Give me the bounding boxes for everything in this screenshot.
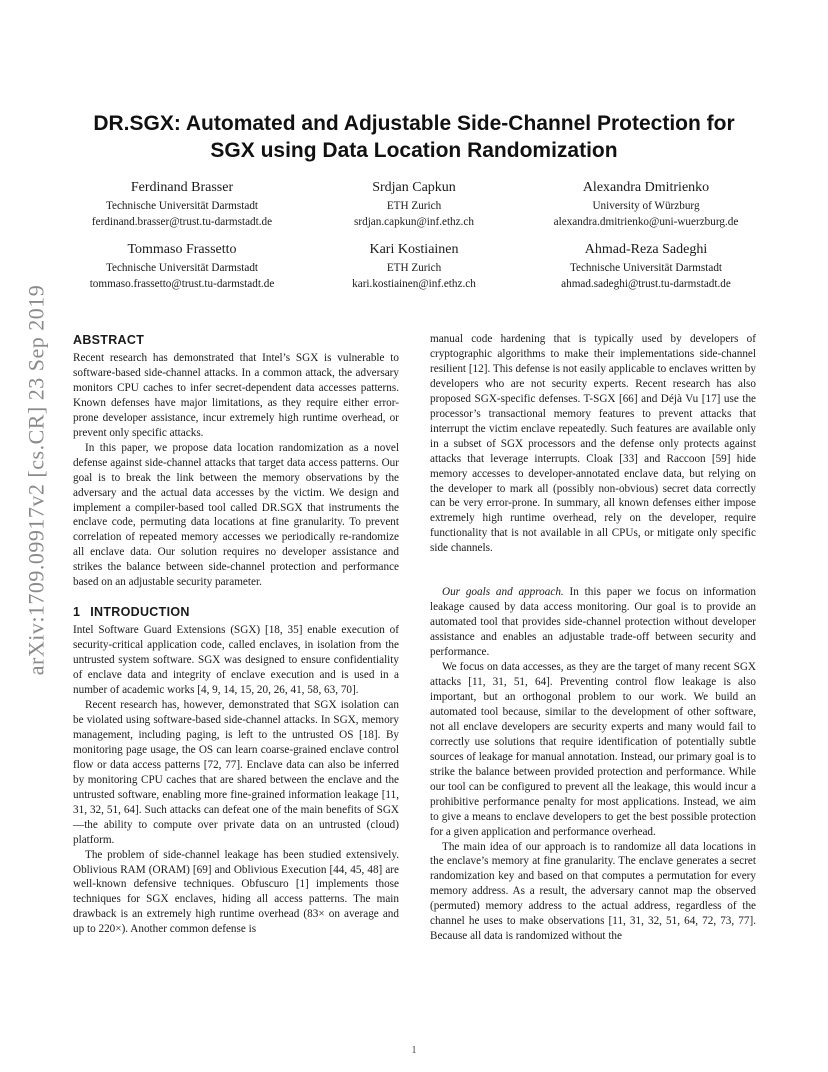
paragraph-text: In this paper we focus on information leakage caused by data access monitoring. Our goal is to provide an automated tool that provides side-channel protection without developer assistance and enables an adjustable trade-off between security and performance.: [430, 586, 756, 659]
left-column: [73, 332, 399, 937]
author-affiliation: ETH Zurich: [386, 262, 442, 274]
author-email: srdjan.capkun@inf.ethz.ch: [354, 215, 474, 228]
body-paragraph: manual code hardening that is typically used by developers of cryptographic algorithms to make their implementations side-channel resilient [12]. This defense is not easily applicable to enclaves written by developers who are not security experts. Recent research has also proposed SGX-specific defenses. T-SGX [66] and Déjà Vu [17] use the processor’s transactional memory features to prevent attacks that interrupt the victim enclave repeatedly. Such features are available only in a subset of SGX processors and the defense only protects against attacks that leverage interrupts. Cloak [33] and Raccoon [59] hide memory accesses to developer-annotated enclave data, but relying on the developer to mark all (possibly non-obvious) secret data correctly can be very error-prone. In summary, all known defenses either impose extremely high runtime overhead, rely on the developer, require functionality that is not available in all CPUs, or mitigate only specific side channels.: [430, 333, 756, 555]
body-paragraph: We focus on data accesses, as they are the target of many recent SGX attacks [11, 31, 51, 64]. Preventing control flow leakage is also important, but an orthogonal problem to our work. We build an automated tool because, similar to the development of other software, not all enclave developers are security experts and many would fail to correctly use solutions that require identification of potentially subtle sources of leakage for manual annotation. Instead, our primary goal is to strike the balance between provided protection and performance. While our tool can be configured to prevent all the leakage, this would incur a prohibitive performance penalty for most applications. Instead, we aim to give a means to enclave developers to get the best possible protection for a given application and performance overhead.: [430, 661, 756, 838]
author-2: [304, 178, 524, 230]
arxiv-identifier: arXiv:1709.09917v2 [cs.CR] 23 Sep 2019: [23, 284, 48, 676]
author-4: [72, 240, 292, 292]
paragraph-heading: Our goals and approach.: [442, 586, 564, 599]
abstract-paragraph: Recent research has demonstrated that Intel’s SGX is vulnerable to software-based side-channel attacks. In a common attack, the adversary monitors CPU caches to infer secret-dependent data accesses patterns. Known defenses have major limitations, as they require either error-prone developer assistance, incur extremely high runtime overhead, or prevent only specific attacks.: [73, 352, 399, 439]
author-3: [536, 178, 756, 230]
section-heading-introduction: [73, 604, 399, 620]
author-affiliation: Technische Universität Darmstadt: [569, 262, 723, 274]
author-name: Kari Kostiainen: [369, 242, 459, 257]
intro-paragraph: Intel Software Guard Extensions (SGX) [18, 35] enable execution of security-critical application code, called enclaves, in isolation from the untrusted system software. SGX was designed to ensure confidentiality of enclave data and integrity of enclave execution and is used in a number of academic works [4, 9, 14, 15, 20, 26, 41, 58, 63, 70].: [73, 624, 399, 697]
paper-title: DR.SGX: Automated and Adjustable Side-Channel Protection for SGX using Data Location Randomization: [93, 112, 735, 162]
intro-paragraph: The problem of side-channel leakage has been studied extensively. Oblivious RAM (ORAM) [69] and Oblivious Execution [44, 45, 48] are well-known defensive techniques. Obfuscuro [1] implements those techniques for SGX enclaves, hiding all access patterns. The main drawback is an extremely high runtime overhead (83× on average and up to 220×). Another common defense is: [73, 848, 399, 936]
author-6: [536, 240, 756, 292]
author-affiliation: ETH Zurich: [386, 200, 442, 212]
author-block: [72, 178, 756, 302]
intro-paragraph: Recent research has, however, demonstrated that SGX isolation can be violated using software-based side-channel attacks. In SGX, memory management, including paging, is left to the untrusted OS [18]. By monitoring page usage, the OS can learn coarse-grained enclave control flow or data access patterns [72, 77]. Enclave data can also be inferred by monitoring CPU caches that are shared between the enclave and the untrusted software, enabling more fine-grained information leakage [11, 31, 32, 51, 64]. Such attacks can defeat one of the main benefits of SGX—the ability to compute over private data on an untrusted (cloud) platform.: [73, 699, 399, 846]
author-email: ferdinand.brasser@trust.tu-darmstadt.de: [91, 215, 273, 228]
author-affiliation: Technische Universität Darmstadt: [105, 262, 259, 274]
goals-paragraph: [430, 585, 756, 660]
paragraph-gap: [430, 556, 756, 585]
author-email: kari.kostiainen@inf.ethz.ch: [352, 277, 476, 290]
author-name: Ferdinand Brasser: [130, 180, 234, 195]
author-name: Alexandra Dmitrienko: [582, 180, 710, 195]
author-name: Ahmad-Reza Sadeghi: [584, 242, 708, 257]
body-paragraph: The main idea of our approach is to randomize all data locations in the enclave’s memory at fine granularity. The enclave generates a secret randomization key and based on that computes a permutation for every memory address. As a result, the adversary cannot map the observed (permuted) memory address to the actual address, regardless of the channel he uses to make observations [11, 31, 32, 51, 64, 72, 73, 77]. Because all data is randomized without the: [430, 840, 756, 943]
section-title: INTRODUCTION: [90, 605, 190, 620]
section-number: 1: [73, 605, 81, 620]
author-affiliation: University of Würzburg: [592, 200, 700, 212]
right-column: [430, 332, 756, 944]
page-number: 1: [411, 1045, 417, 1056]
author-name: Tommaso Frassetto: [127, 242, 237, 257]
author-email: ahmad.sadeghi@trust.tu-darmstadt.de: [561, 277, 731, 290]
author-affiliation: Technische Universität Darmstadt: [105, 200, 259, 212]
author-name: Srdjan Capkun: [372, 180, 456, 195]
author-5: [304, 240, 524, 292]
abstract-paragraph: In this paper, we propose data location randomization as a novel defense against side-channel attacks that target data access patterns. Our goal is to break the link between the memory observations by the adversary and the actual data accesses by the victim. We design and implement a compiler-based tool called DR.SGX that instruments the enclave code, permuting data locations at fine granularity. To prevent correlation of repeated memory accesses we periodically re-randomize all enclave data. Our solution requires no developer assistance and strikes the balance between side-channel protection and performance based on an adjustable security parameter.: [73, 441, 399, 589]
abstract-heading: ABSTRACT: [73, 333, 145, 347]
author-email: tommaso.frassetto@trust.tu-darmstadt.de: [89, 277, 275, 290]
author-1: [72, 178, 292, 230]
author-email: alexandra.dmitrienko@uni-wuerzburg.de: [553, 215, 739, 228]
